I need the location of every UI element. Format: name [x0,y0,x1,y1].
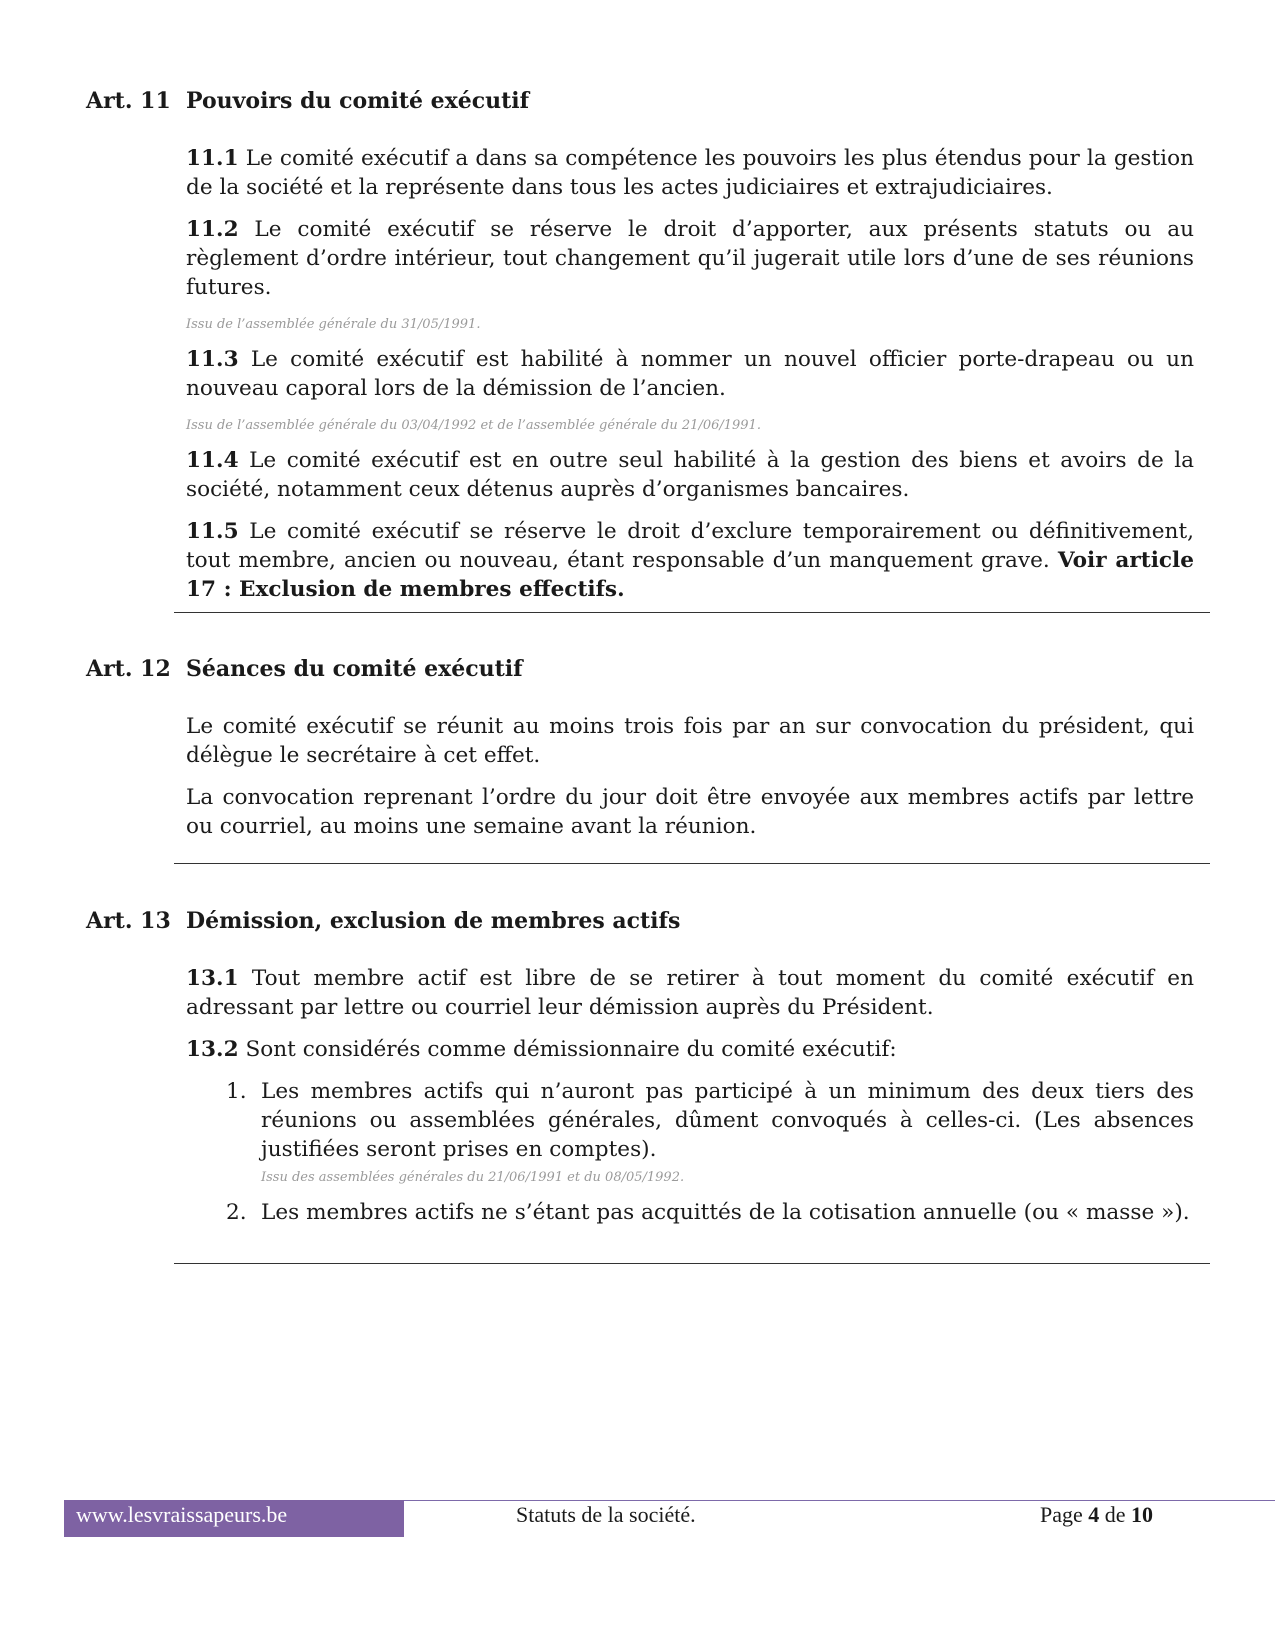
paragraph-number: 13.2 [186,1037,239,1062]
article-title: Séances du comité exécutif [186,656,523,682]
cross-reference: Voir article 17 : Exclusion de membres effectifs. [186,548,1194,602]
list-item-number: 2. [226,1200,247,1225]
article-11 [86,86,1206,617]
paragraph-11-5 [186,517,1194,604]
section-divider [174,1263,1210,1264]
article-number: Art. 13 [86,908,171,934]
list-item [186,1077,1194,1164]
footer-document-title: Statuts de la société. [516,1502,696,1527]
footer-website-link[interactable]: www.lesvraissapeurs.be [64,1500,404,1537]
list-item-text: Les membres actifs ne s’étant pas acquittés de la cotisation annuelle (ou « masse »). [261,1200,1190,1225]
paragraph-text: Le comité exécutif se réserve le droit d’exclure temporairement ou définitivement, tout membre, ancien ou nouveau, étant responsable d’un manquement grave. [186,519,1194,573]
paragraph-text: Tout membre actif est libre de se retirer à tout moment du comité exécutif en adressant par lettre ou courriel leur démission auprès du Président. [186,966,1194,1020]
article-title: Démission, exclusion de membres actifs [186,908,681,934]
page-separator: de [1099,1502,1132,1527]
paragraph-11-2 [186,215,1194,302]
paragraph-number: 11.5 [186,519,239,544]
list-item [186,1198,1194,1227]
article-heading [86,906,1206,936]
source-note: Issu de l’assemblée générale du 03/04/1992 et de l’assemblée générale du 21/06/1991. [186,418,761,433]
list-item-number: 1. [226,1079,247,1104]
paragraph-text: Le comité exécutif est en outre seul habilité à la gestion des biens et avoirs de la société, notamment ceux détenus auprès d’organismes bancaires. [186,448,1194,502]
page-label: Page [1040,1502,1089,1527]
paragraph-11-4 [186,446,1194,504]
numbered-list [186,1077,1194,1227]
current-page: 4 [1088,1502,1100,1527]
page-number [1040,1500,1153,1530]
article-heading [86,654,1206,684]
paragraph: Le comité exécutif se réunit au moins trois fois par an sur convocation du président, qui délègue le secrétaire à cet effet. [186,714,1194,768]
section-divider [174,612,1210,613]
article-title: Pouvoirs du comité exécutif [186,88,530,114]
paragraph-13-2 [186,1035,1194,1064]
section-divider [174,863,1210,864]
paragraph-text: Le comité exécutif est habilité à nommer un nouvel officier porte-drapeau ou un nouveau caporal lors de la démission de l’ancien. [186,347,1194,401]
article-number: Art. 12 [86,656,171,682]
paragraph-number: 11.3 [186,347,239,372]
paragraph-number: 11.2 [186,217,239,242]
article-heading [86,86,1206,116]
list-item-text: Les membres actifs qui n’auront pas participé à un minimum des deux tiers des réunions ou assemblées générales, dûment convoqués à celles-ci. (Les absences justifiées seront prises en comptes). [261,1079,1194,1162]
list-item-note [186,1168,1194,1188]
paragraph-number: 13.1 [186,966,239,991]
source-note: Issu de l’assemblée générale du 31/05/1991. [186,317,481,332]
article-body [186,964,1194,1227]
paragraph-13-1 [186,964,1194,1022]
total-pages: 10 [1131,1502,1154,1527]
article-number: Art. 11 [86,88,171,114]
paragraph-text: Sont considérés comme démissionnaire du comité exécutif: [238,1037,897,1062]
article-body [186,144,1194,604]
paragraph: La convocation reprenant l’ordre du jour doit être envoyée aux membres actifs par lettre ou courriel, au moins une semaine avant la réunion. [186,785,1194,839]
article-body [186,712,1194,841]
article-13 [86,906,1206,1240]
paragraph-11-1 [186,144,1194,202]
article-12 [86,654,1206,854]
paragraph-text: Le comité exécutif se réserve le droit d’apporter, aux présents statuts ou au règlement d’ordre intérieur, tout changement qu’il jugerait utile lors d’une de ses réunions futures. [186,217,1194,300]
paragraph-11-3 [186,345,1194,403]
source-note: Issu des assemblées générales du 21/06/1991 et du 08/05/1992. [261,1170,685,1185]
paragraph-text: Le comité exécutif a dans sa compétence les pouvoirs les plus étendus pour la gestion de la société et la représente dans tous les actes judiciaires et extrajudiciaires. [186,146,1194,200]
paragraph-number: 11.1 [186,146,239,171]
paragraph-number: 11.4 [186,448,239,473]
